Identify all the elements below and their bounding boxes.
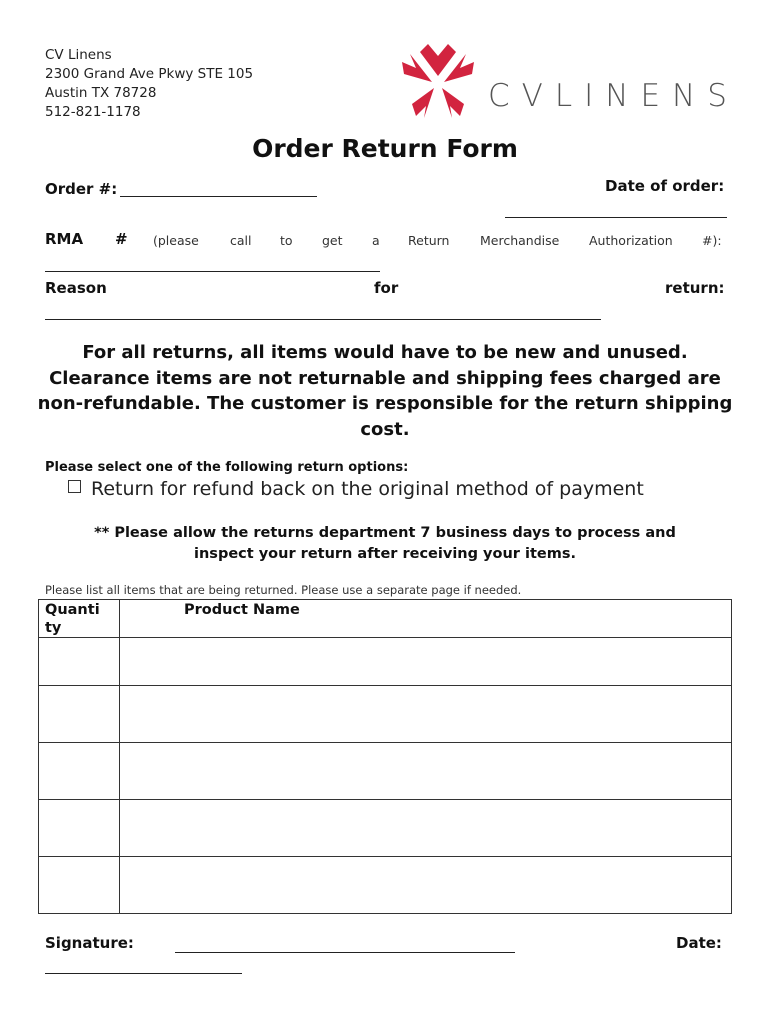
table-row [39, 800, 732, 857]
company-name: CV Linens [45, 47, 112, 63]
rma-word: Authorization [589, 233, 673, 248]
quantity-header-line1: Quanti [45, 602, 100, 618]
quantity-cell[interactable] [39, 857, 120, 914]
rma-field[interactable] [45, 271, 380, 272]
table-header-row [39, 600, 732, 638]
processing-time-note [40, 523, 730, 564]
date-of-order-field[interactable] [505, 217, 727, 218]
processing-time-note-line2: inspect your return after receiving your items. [194, 545, 576, 562]
rma-hash: # [115, 230, 128, 248]
rma-word: call [230, 233, 252, 248]
table-row [39, 638, 732, 686]
date-label: Date: [676, 934, 722, 952]
quantity-header [39, 600, 120, 638]
order-number-label: Order #: [45, 180, 118, 198]
quantity-cell[interactable] [39, 800, 120, 857]
rma-word: #): [702, 233, 722, 248]
company-address-line2: Austin TX 78728 [45, 85, 157, 101]
reason-field[interactable] [45, 319, 601, 320]
return-items-table [38, 599, 732, 914]
returns-policy-notice: For all returns, all items would have to be new and unused. Clearance items are not returnable and shipping fees charged are non-refundable. The customer is responsible for the return shipping cost. [37, 342, 733, 440]
rma-word: Merchandise [480, 233, 560, 248]
signature-field[interactable] [175, 952, 515, 953]
page-title: Order Return Form [252, 134, 518, 163]
table-row [39, 857, 732, 914]
signature-label: Signature: [45, 934, 134, 952]
reason-label: Reason [45, 279, 107, 297]
company-address [45, 46, 253, 122]
reason-label-for: for [374, 279, 399, 297]
rma-word: a [372, 233, 380, 248]
product-name-cell[interactable] [120, 638, 732, 686]
item-list-note: Please list all items that are being returned. Please use a separate page if needed. [45, 583, 522, 597]
quantity-cell[interactable] [39, 743, 120, 800]
table-row [39, 686, 732, 743]
refund-option[interactable] [68, 478, 644, 500]
product-name-header-label: Product Name [184, 602, 300, 618]
quantity-cell[interactable] [39, 686, 120, 743]
table-row [39, 743, 732, 800]
order-number-field[interactable] [120, 196, 317, 197]
company-address-line1: 2300 Grand Ave Pkwy STE 105 [45, 66, 254, 82]
quantity-cell[interactable] [39, 638, 120, 686]
cv-linens-logo-icon [398, 40, 478, 120]
reason-label-return: return: [665, 279, 725, 297]
rma-word: to [280, 233, 293, 248]
refund-option-checkbox[interactable] [68, 480, 81, 493]
logo-wordmark: CVLINENS [488, 78, 739, 114]
rma-word: Return [408, 233, 450, 248]
processing-time-note-line1: ** Please allow the returns department 7 business days to process and [94, 525, 676, 541]
product-name-cell[interactable] [120, 800, 732, 857]
rma-word: get [322, 233, 343, 248]
company-phone: 512-821-1178 [45, 104, 141, 120]
return-options-prompt: Please select one of the following return options: [45, 460, 409, 475]
refund-option-label: Return for refund back on the original method of payment [91, 478, 644, 500]
date-of-order-label: Date of order: [605, 177, 725, 195]
quantity-header-line2: ty [45, 620, 62, 636]
date-field[interactable] [45, 973, 242, 974]
rma-word: (please [153, 233, 199, 248]
product-name-cell[interactable] [120, 686, 732, 743]
rma-label: RMA [45, 230, 84, 248]
product-name-cell[interactable] [120, 743, 732, 800]
product-name-header [120, 600, 732, 638]
product-name-cell[interactable] [120, 857, 732, 914]
